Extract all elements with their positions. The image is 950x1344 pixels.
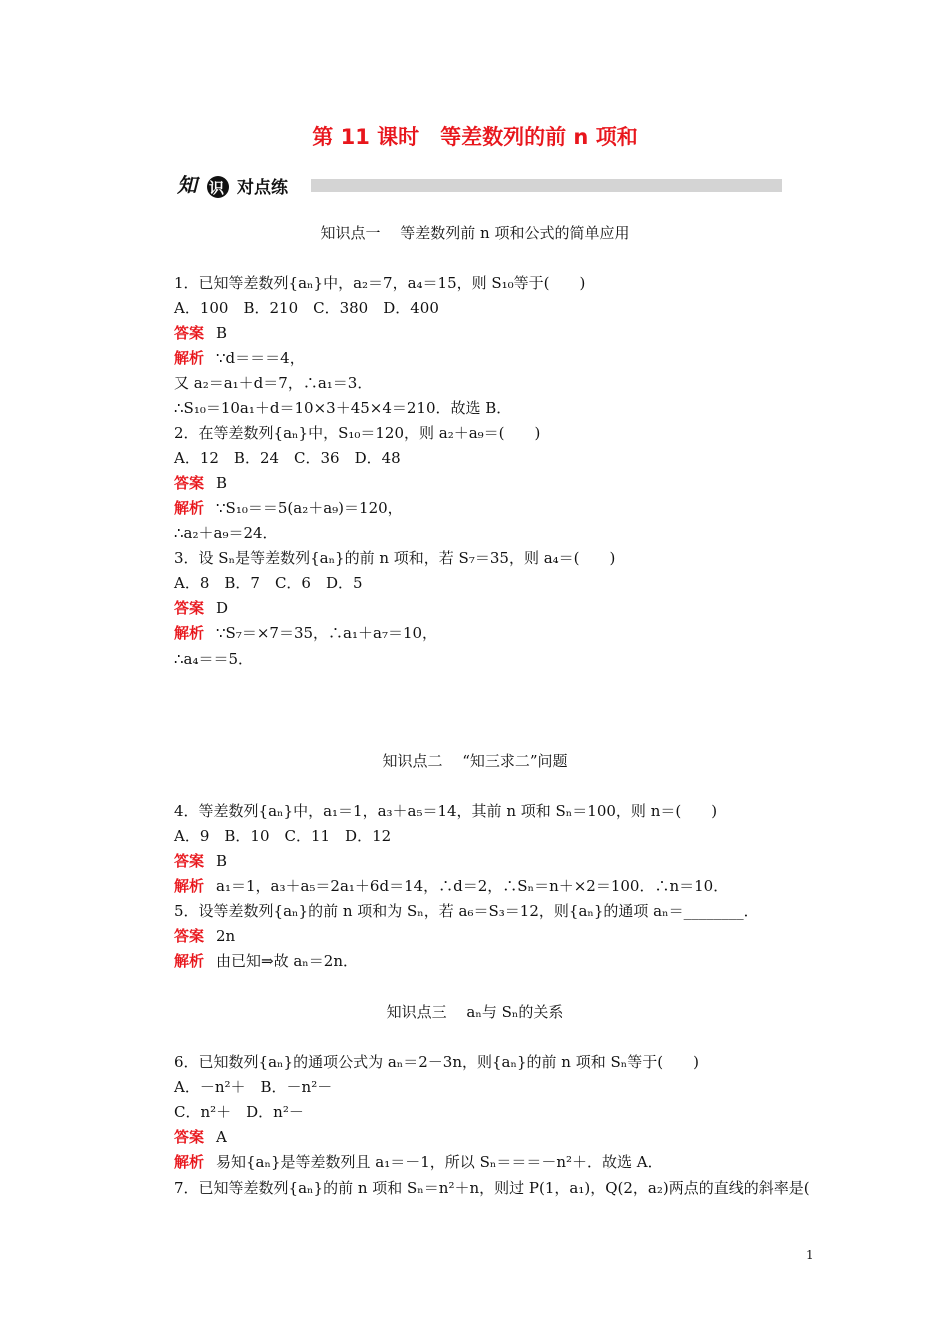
analysis-text: 易知{aₙ}是等差数列且 a₁＝－1，所以 Sₙ＝＝＝－n²＋．故选 A． [216, 1153, 663, 1171]
question-3-options: A．8 B．7 C．6 D．5 [174, 574, 363, 592]
question-4-answer [174, 850, 227, 871]
svg-text:知: 知 [177, 173, 197, 197]
question-6-options-2: C．n²＋ D．n²－ [174, 1103, 304, 1121]
analysis-line: ∴a₄＝＝5． [174, 650, 254, 668]
question-2-options: A．12 B．24 C．36 D．48 [174, 449, 401, 467]
question-5-answer [174, 925, 235, 946]
answer-label: 答案 [174, 599, 205, 617]
analysis-label: 解析 [174, 952, 205, 970]
answer-value: 2n [216, 927, 236, 945]
question-3-analysis [174, 622, 437, 643]
section-heading-3: 知识点三 aₙ与 Sₙ的关系 [386, 1003, 564, 1021]
banner-bar [311, 179, 782, 192]
question-6-options-1: A．－n²＋ B．－n²－ [174, 1078, 333, 1096]
question-4-options: A．9 B．10 C．11 D．12 [174, 827, 392, 845]
banner-text: 对点练 [237, 178, 288, 198]
practice-banner [175, 170, 782, 200]
answer-value: D [216, 599, 229, 617]
answer-value: B [216, 852, 228, 870]
question-6-answer [174, 1126, 227, 1147]
analysis-label: 解析 [174, 877, 205, 895]
question-1-analysis [174, 347, 305, 368]
question-4: 4．等差数列{aₙ}中，a₁＝1，a₃＋a₅＝14，其前 n 项和 Sₙ＝100，则 n＝( ) [174, 802, 718, 820]
analysis-line: ∴a₂＋a₉＝24． [174, 524, 278, 542]
answer-label: 答案 [174, 474, 205, 492]
analysis-label: 解析 [174, 499, 205, 517]
answer-label: 答案 [174, 927, 205, 945]
analysis-text: ∵S₁₀＝＝5(a₂＋a₉)＝120， [216, 499, 403, 517]
analysis-label: 解析 [174, 349, 205, 367]
question-1: 1．已知等差数列{aₙ}中，a₂＝7，a₄＝15，则 S₁₀等于( ) [174, 274, 586, 292]
answer-label: 答案 [174, 852, 205, 870]
answer-label: 答案 [174, 324, 205, 342]
page-number: 1 [806, 1248, 814, 1262]
question-2-analysis [174, 497, 403, 518]
question-1-options: A．100 B．210 C．380 D．400 [174, 299, 439, 317]
question-7: 7．已知等差数列{aₙ}的前 n 项和 Sₙ＝n²＋n，则过 P(1，a₁)，Q(2，a₂)两点的直线的斜率是( [174, 1179, 810, 1197]
answer-value: A [216, 1128, 227, 1146]
answer-value: B [216, 324, 228, 342]
analysis-label: 解析 [174, 1153, 205, 1171]
question-2: 2．在等差数列{aₙ}中，S₁₀＝120，则 a₂＋a₉＝( ) [174, 424, 541, 442]
question-2-answer [174, 472, 227, 493]
question-3: 3．设 Sₙ是等差数列{aₙ}的前 n 项和，若 S₇＝35，则 a₄＝( ) [174, 549, 616, 567]
analysis-text: 由已知⇒故 aₙ＝2n． [216, 952, 358, 970]
question-4-analysis [174, 875, 728, 896]
question-6-analysis [174, 1151, 663, 1172]
question-5: 5．设等差数列{aₙ}的前 n 项和为 Sₙ，若 a₆＝S₃＝12，则{aₙ}的通项 aₙ＝________． [174, 902, 759, 920]
section-heading-2: 知识点二 “知三求二”问题 [382, 752, 568, 770]
page-title: 第 11 课时 等差数列的前 n 项和 [312, 125, 638, 149]
analysis-text: ∵S₇＝×7＝35，∴a₁＋a₇＝10， [216, 624, 438, 642]
question-3-answer [174, 597, 228, 618]
question-1-answer [174, 322, 227, 343]
svg-text:识: 识 [209, 179, 225, 197]
answer-label: 答案 [174, 1128, 205, 1146]
analysis-line: 又 a₂＝a₁＋d＝7，∴a₁＝3． [174, 374, 373, 392]
answer-value: B [216, 474, 228, 492]
section-heading-1: 知识点一 等差数列前 n 项和公式的简单应用 [320, 224, 630, 242]
question-6: 6．已知数列{aₙ}的通项公式为 aₙ＝2－3n，则{aₙ}的前 n 项和 Sₙ等于( ) [174, 1053, 699, 1071]
analysis-text: a₁＝1，a₃＋a₅＝2a₁＋6d＝14，∴d＝2，∴Sₙ＝n＋×2＝100．∴n＝10． [216, 877, 729, 895]
analysis-label: 解析 [174, 624, 205, 642]
analysis-line: ∴S₁₀＝10a₁＋d＝10×3＋45×4＝210．故选 B． [174, 399, 512, 417]
question-5-analysis [174, 950, 358, 971]
analysis-text: ∵d＝＝＝4， [216, 349, 305, 367]
zhishi-logo-icon [175, 170, 237, 200]
